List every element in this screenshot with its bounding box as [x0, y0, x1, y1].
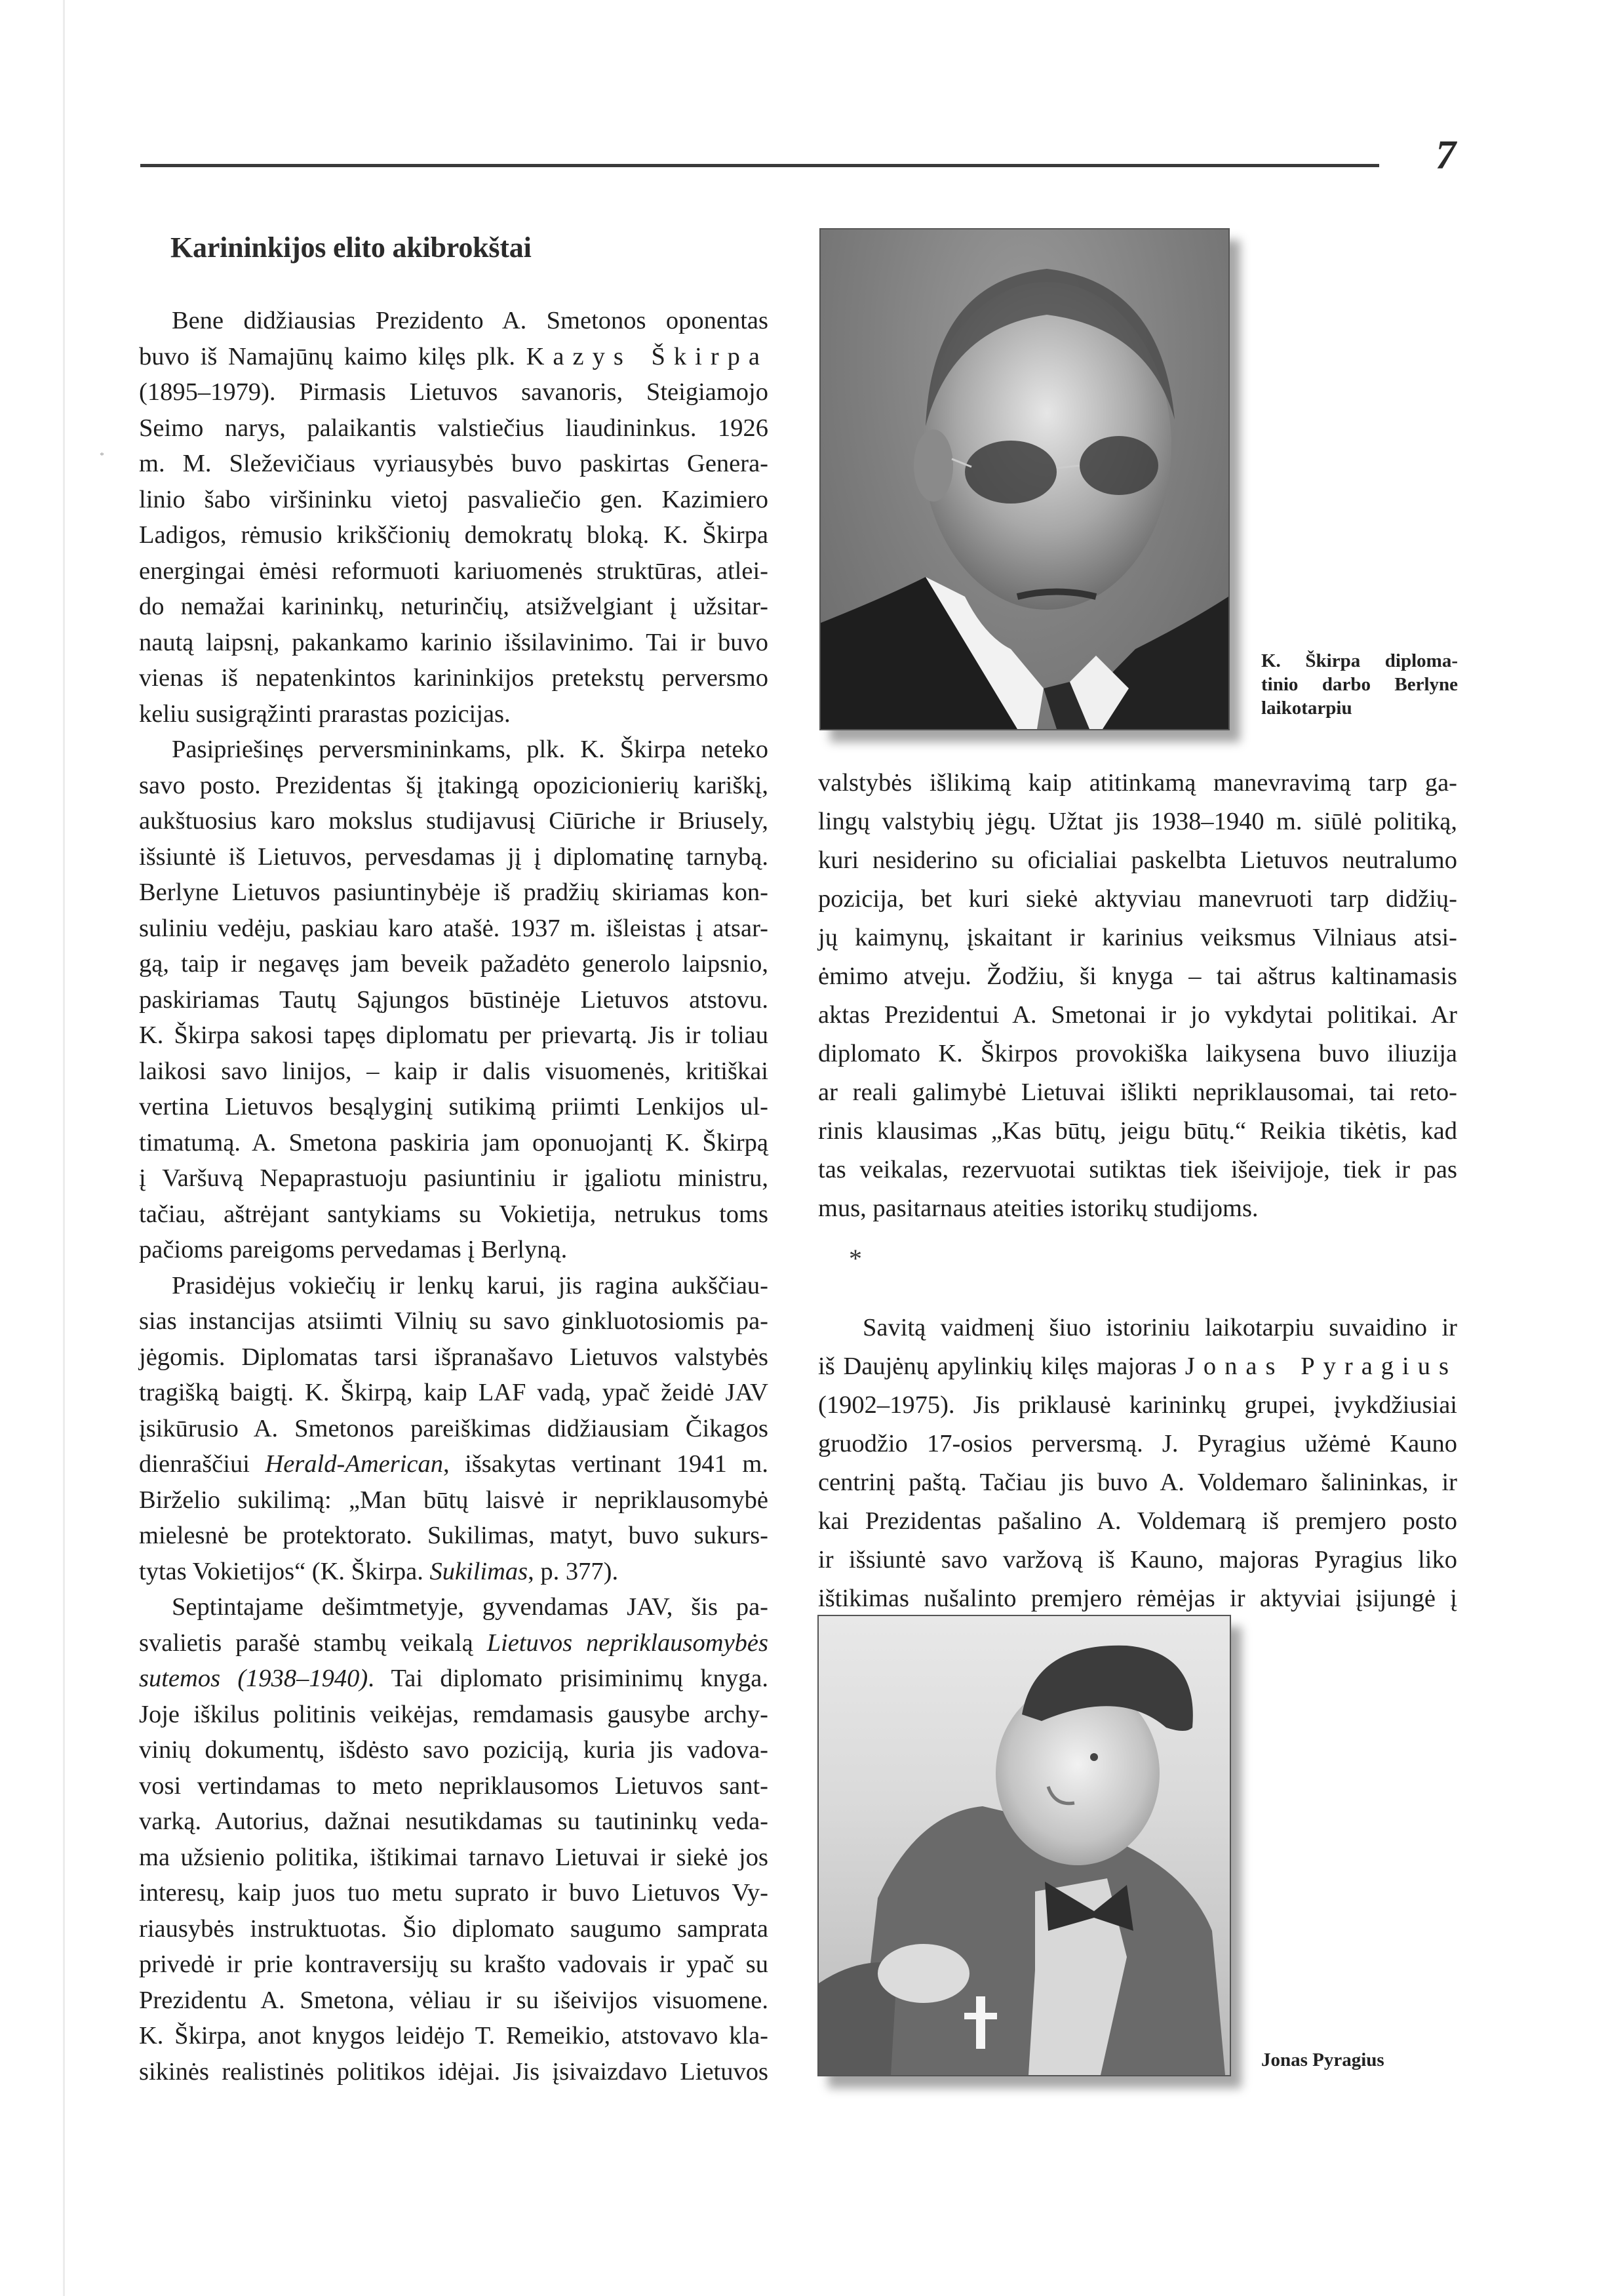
text-line: lingų valstybių jėgų. Užtat jis 1938–1940 m. siūlė politiką, [818, 808, 1457, 835]
text-line: Joje iškilus politinis veikėjas, remdamasis gausybe archy- [139, 1700, 768, 1728]
text-line: vertina Lietuvos besąlyginį sutikimą priimti Lenkijos ul- [139, 1093, 768, 1120]
text-line: laikosi savo linijos, – kaip ir dalis visuomenės, kritiškai [139, 1057, 768, 1085]
text-line: Pasipriešinęs perversmininkams, plk. K. Škirpa neteko [172, 736, 768, 763]
text-line: sias instancijas atsiimti Vilnių su savo ginkluotosiomis pa- [139, 1307, 768, 1335]
text-line: vosi vertindamas to meto nepriklausomos Lietuvos sant- [139, 1771, 768, 1800]
text-line: ma užsienio politika, ištikimai tarnavo Lietuvai ir siekė jos [139, 1843, 768, 1871]
text-fragment: dienraščiui [139, 1450, 265, 1478]
text-line: mielesnė be protektorato. Sukilimas, matyt, buvo sukurs- [139, 1522, 768, 1549]
text-line: keliu susigrąžinti prarastas pozicijas. [139, 700, 511, 728]
text-fragment: , išsakytas vertinant 1941 m. [442, 1450, 768, 1478]
text-line: ir išsiuntė savo varžovą iš Kauno, majoras Pyragius liko [818, 1546, 1457, 1574]
text-line: tragišką baigtį. K. Škirpą, kaip LAF vadą, ypač žeidė JAV [139, 1379, 768, 1406]
book-title: Lietuvos nepriklausomybės [486, 1629, 768, 1657]
right-column-second-section [818, 1309, 1457, 1618]
text-line: interesų, kaip juos tuo metu suprato ir buvo Lietuvos Vy- [139, 1879, 768, 1907]
text-line: timatumą. A. Smetona paskiria jam oponuojantį K. Škirpą [139, 1128, 768, 1157]
text-line: (1895–1979). Pirmasis Lietuvos savanoris, Steigiamojo [139, 378, 768, 406]
text-line: tas veikalas, rezervuotai sutiktas tiek išeivijoje, tiek ir pas [818, 1156, 1457, 1183]
text-line: suliniu vedėju, paskiau karo atašė. 1937 m. išleistas į atsar- [139, 914, 768, 942]
text-line: linio šabo viršininku vietoj pasvaliečio gen. Kazimiero [139, 485, 768, 513]
text-fragment: iš Daujėnų apylinkių kilęs majoras [818, 1353, 1185, 1380]
text-line: ėmimo atveju. Žodžiu, ši knyga – tai aštrus kaltinamasis [818, 962, 1457, 990]
text-line: pačioms pareigoms pervedamas į Berlyną. [139, 1236, 568, 1263]
text-line: energingai ėmėsi reformuoti kariuomenės struktūras, atlei- [139, 557, 768, 585]
book-title: sutemos (1938–1940) [139, 1665, 368, 1692]
pyragius-photo-caption: Jonas Pyragius [1261, 2049, 1384, 2070]
newspaper-title: Herald-American [265, 1450, 443, 1478]
skirpa-portrait-photo [819, 228, 1230, 730]
caption-line: laikotarpiu [1261, 698, 1352, 719]
text-line: diplomato K. Škirpos provokiška laikysena buvo iliuzija [818, 1040, 1457, 1067]
text-line: jėgomis. Diplomatas tarsi išpranašavo Lietuvos valstybės [139, 1343, 768, 1371]
text-line: Prasidėjus vokiečių ir lenkų karui, jis ragina aukščiau- [172, 1271, 768, 1299]
page-number: 7 [1436, 133, 1456, 178]
text-line: gą, taip ir negavęs jam beveik pažadėto generolo laipsnio, [139, 950, 768, 978]
text-line: mus, pasitarnaus ateities istorikų studijoms. [818, 1195, 1259, 1222]
section-title: Karininkijos elito akibrokštai [170, 231, 532, 264]
text-line: savo posto. Prezidentas šį įtakingą opozicionierių kariškį, [139, 771, 768, 799]
text-line [139, 1625, 768, 1661]
person-name-spaced: Jonas Pyragius [1185, 1353, 1457, 1380]
text-line: riausybės instruktuotas. Šio diplomato saugumo samprata [139, 1914, 768, 1943]
text-line: Savitą vaidmenį šiuo istoriniu laikotarpiu suvaidino ir [863, 1314, 1457, 1341]
text-line: K. Škirpa sakosi tapęs diplomatu per prievartą. Jis ir toliau [139, 1021, 768, 1049]
text-fragment: svalietis parašė stambų veikalą [139, 1629, 487, 1657]
text-line: tačiau, aštrėjant santykiams su Vokietija, netrukus toms [139, 1200, 768, 1228]
text-line: nautą laipsnį, pakankamo karinio išsilavinimo. Tai ir buvo [139, 628, 768, 656]
text-line: Septintajame dešimtmetyje, gyvendamas JAV, šis pa- [172, 1593, 768, 1621]
skirpa-photo-caption [1261, 649, 1458, 720]
text-line: Seimo narys, palaikantis valstiečius liaudininkus. 1926 [139, 414, 768, 442]
text-line: valstybės išlikimą kaip atitinkamą manevravimą tarp ga- [818, 769, 1457, 797]
text-line: jų kaimynų, įskaitant ir karinius veiksmus Vilniaus atsi- [818, 924, 1457, 951]
portrait-man-glasses-icon [821, 229, 1228, 729]
text-line: varką. Autorius, dažnai nesutikdamas su tautininkų veda- [139, 1808, 768, 1835]
scan-speck-artifact: * [100, 451, 104, 461]
text-line: sikinės realistinės politikos idėjai. Jis įsivaizdavo Lietuvos [139, 2057, 768, 2086]
text-line: ar reali galimybė Lietuvai išlikti nepriklausomai, tai reto- [818, 1079, 1457, 1106]
text-line: gruodžio 17-osios perversmą. J. Pyragius užėmė Kauno [818, 1430, 1457, 1457]
text-line: Prezidentu A. Smetona, vėliau ir su išeivijos visuomene. [139, 1986, 768, 2014]
text-line: Ladigos, rėmusio krikščionių demokratų bloką. K. Škirpa [139, 521, 768, 549]
text-line: centrinį paštą. Tačiau jis buvo A. Voldemaro šalininkas, ir [818, 1469, 1457, 1496]
text-line [818, 1347, 1457, 1386]
person-name-spaced: Kazys Škirpa [526, 342, 768, 370]
text-line: pozicija, bet kuri siekė aktyviau manevruoti tarp didžių- [818, 885, 1457, 913]
right-column-text [818, 764, 1457, 1228]
text-fragment: buvo iš Namajūnų kaimo kilęs plk. [139, 342, 526, 370]
header-rule [140, 164, 1379, 167]
text-line: kai Prezidentas pašalino A. Voldemarą iš premjero posto [818, 1507, 1457, 1535]
text-line: m. M. Sleževičiaus vyriausybės buvo paskirtas Genera- [139, 450, 768, 477]
text-line: K. Škirpa, anot knygos leidėjo T. Remeikio, atstovavo kla- [139, 2022, 768, 2049]
section-separator-asterisk: * [849, 1244, 862, 1273]
text-line: įsikūrusio A. Smetonos pareiškimas didžiausiam Čikagos [139, 1414, 768, 1442]
text-fragment: , p. 377). [528, 1557, 619, 1585]
book-title: Sukilimas [429, 1557, 528, 1585]
text-line: Bene didžiausias Prezidento A. Smetonos oponentas [172, 307, 768, 334]
text-fragment: . Tai diplomato prisiminimų knyga. [368, 1665, 768, 1692]
left-column-text [139, 303, 768, 2089]
text-line: kuri nesiderino su oficialiai paskelbta Lietuvos neutralumo [818, 846, 1457, 874]
pyragius-portrait-photo [817, 1615, 1231, 2076]
text-line: ištikimas nušalinto premjero rėmėjas ir aktyviai įsijungė į [818, 1585, 1457, 1612]
text-line: vinių dokumentų, išdėsto savo poziciją, kuria jis vadova- [139, 1736, 768, 1764]
text-line: paskiriamas Tautų Sąjungos būstinėje Lietuvos atstovu. [139, 985, 768, 1014]
text-line: rinis klausimas „Kas būtų, jeigu būtų.“ Reikia tikėtis, kad [818, 1117, 1457, 1145]
caption-line: K. Škirpa diploma- [1261, 650, 1458, 671]
text-line: aukštuosius karo mokslus studijavusį Ciūriche ir Briusely, [139, 807, 768, 835]
text-line [139, 1446, 768, 1482]
text-line: do nemažai karininkų, neturinčių, atsižvelgiant į užsitar- [139, 593, 768, 620]
text-line: Berlyne Lietuvos pasiuntinybėje iš pradžių skiriamas kon- [139, 879, 768, 906]
scan-edge-artifact [63, 0, 65, 2296]
text-fragment: tytas Vokietijos“ (K. Škirpa. [139, 1557, 430, 1585]
text-line [139, 339, 768, 375]
text-line: vienas iš nepatenkintos karininkijos pretekstų perversmo [139, 664, 768, 692]
portrait-man-beret-icon [819, 1616, 1230, 2075]
text-line: išsiuntė iš Lietuvos, pervesdamas jį į diplomatinę tarnybą. [139, 842, 768, 871]
text-line: aktas Prezidentui A. Smetonai ir jo vykdytai politikai. Ar [818, 1001, 1457, 1029]
text-line [139, 1554, 768, 1590]
text-line [139, 1661, 768, 1697]
text-line: Birželio sukilimą: „Man būtų laisvė ir nepriklausomybė [139, 1486, 768, 1514]
text-line: į Varšuvą Nepaprastuoju pasiuntiniu ir įgaliotu ministru, [139, 1164, 768, 1192]
text-line: privedė ir prie kontraversijų su krašto vadovais ir ypač su [139, 1950, 768, 1978]
caption-line: tinio darbo Berlyne [1261, 674, 1458, 695]
text-line: (1902–1975). Jis priklausė karininkų grupei, įvykdžiusiai [818, 1391, 1457, 1419]
